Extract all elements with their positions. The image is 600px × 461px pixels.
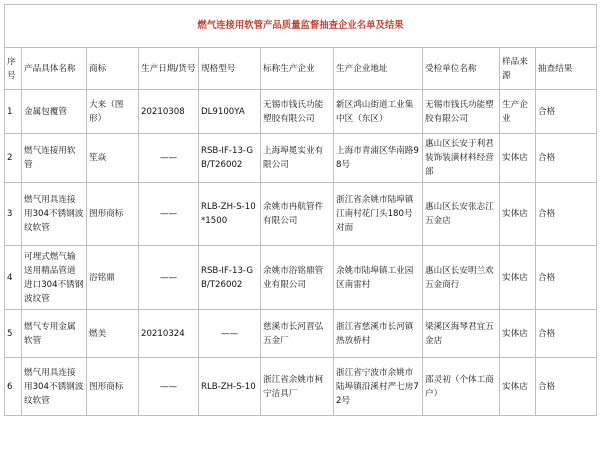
header-cell: 规格型号 [199, 48, 261, 90]
product-name-cell: 燃气用具连接用304不锈钢波纹软管 [22, 358, 87, 416]
manufacturer-cell: 浙江省余姚市柯宁洁具厂 [261, 358, 334, 416]
inspected-unit-cell: 惠山区长安于利君装饰装潢材料经营部 [423, 134, 500, 183]
header-cell: 生产企业地址 [334, 48, 423, 90]
product-name-cell: 燃气专用金属软管 [22, 310, 87, 358]
brand-cell: 图形商标 [87, 183, 139, 246]
manufacturer-cell: 余姚市浴铭鼎管业有限公司 [261, 246, 334, 310]
row-number: 6 [5, 358, 22, 416]
result-cell: 合格 [536, 90, 597, 134]
table-row [5, 134, 597, 183]
inspected-unit-cell: 无锡市钱氏功能塑胶有限公司 [423, 90, 500, 134]
header-cell: 产品具体名称 [22, 48, 87, 90]
result-cell: 合格 [536, 134, 597, 183]
brand-cell: 图形商标 [87, 358, 139, 416]
product-name-cell: 可埋式燃气输送用精品管道进口304不锈钢波纹管 [22, 246, 87, 310]
row-number: 3 [5, 183, 22, 246]
product-name-cell: 燃气用具连接用304不锈钢波纹软管 [22, 183, 87, 246]
row-number: 1 [5, 90, 22, 134]
result-table [4, 4, 597, 416]
row-number: 4 [5, 246, 22, 310]
row-number: 2 [5, 134, 22, 183]
brand-cell: 燃美 [87, 310, 139, 358]
result-sheet [4, 4, 596, 416]
model-cell: RLB-ZH-S-10 [199, 358, 261, 416]
address-cell: 上海市青浦区华南路98号 [334, 134, 423, 183]
sample-source-cell: 实体店 [500, 183, 536, 246]
table-row [5, 358, 597, 416]
header-cell: 序号 [5, 48, 22, 90]
address-cell: 浙江省慈溪市长河镇热放桥村 [334, 310, 423, 358]
brand-cell: 笙焱 [87, 134, 139, 183]
table-row [5, 90, 597, 134]
result-cell: 合格 [536, 183, 597, 246]
header-cell: 样品来源 [500, 48, 536, 90]
model-cell: —— [199, 310, 261, 358]
production-date-cell: —— [139, 246, 199, 310]
result-cell: 合格 [536, 310, 597, 358]
address-cell: 余姚市陆埠镇工业园区南雷村 [334, 246, 423, 310]
table-row [5, 310, 597, 358]
header-cell: 商标 [87, 48, 139, 90]
sample-source-cell: 实体店 [500, 358, 536, 416]
manufacturer-cell: 上海埠冕实业有限公司 [261, 134, 334, 183]
inspected-unit-cell: 梁溪区海琴君宜五金店 [423, 310, 500, 358]
manufacturer-cell: 无锡市钱氏功能塑胶有限公司 [261, 90, 334, 134]
brand-cell: 大来（图形） [87, 90, 139, 134]
page-title: 燃气连接用软管产品质量监督抽查企业名单及结果 [5, 5, 597, 48]
production-date-cell: 20210324 [139, 310, 199, 358]
product-name-cell: 燃气连接用软管 [22, 134, 87, 183]
model-cell: DL9100YA [199, 90, 261, 134]
address-cell: 浙江省余姚市陆埠镇江南村花门头180号对面 [334, 183, 423, 246]
manufacturer-cell: 余姚市冉航管件有限公司 [261, 183, 334, 246]
sample-source-cell: 实体店 [500, 246, 536, 310]
manufacturer-cell: 慈溪市长河晋弘五金厂 [261, 310, 334, 358]
inspected-unit-cell: 邵灵初（个体工商户） [423, 358, 500, 416]
result-cell: 合格 [536, 358, 597, 416]
header-cell: 生产日期/货号 [139, 48, 199, 90]
inspected-unit-cell: 惠山区长安明兰欢五金商行 [423, 246, 500, 310]
result-cell: 合格 [536, 246, 597, 310]
address-cell: 新区鸿山街道工业集中区（东区） [334, 90, 423, 134]
table-row [5, 246, 597, 310]
model-cell: RSB-ⅠF-13-GB/T26002 [199, 246, 261, 310]
sample-source-cell: 生产企业 [500, 90, 536, 134]
table-header-row [5, 48, 597, 90]
product-name-cell: 金属包覆管 [22, 90, 87, 134]
inspected-unit-cell: 惠山区长安张志江五金店 [423, 183, 500, 246]
production-date-cell: 20210308 [139, 90, 199, 134]
model-cell: RSB-ⅠF-13-GB/T26002 [199, 134, 261, 183]
header-cell: 标称生产企业 [261, 48, 334, 90]
sample-source-cell: 实体店 [500, 134, 536, 183]
header-cell: 受检单位名称 [423, 48, 500, 90]
brand-cell: 浴铭鼎 [87, 246, 139, 310]
model-cell: RLB-ZH-S-10*1500 [199, 183, 261, 246]
table-row [5, 183, 597, 246]
header-cell: 抽查结果 [536, 48, 597, 90]
address-cell: 浙江省宁波市余姚市陆埠镇沿溪村严七房72号 [334, 358, 423, 416]
production-date-cell: —— [139, 358, 199, 416]
row-number: 5 [5, 310, 22, 358]
production-date-cell: —— [139, 183, 199, 246]
production-date-cell: —— [139, 134, 199, 183]
sample-source-cell: 实体店 [500, 310, 536, 358]
